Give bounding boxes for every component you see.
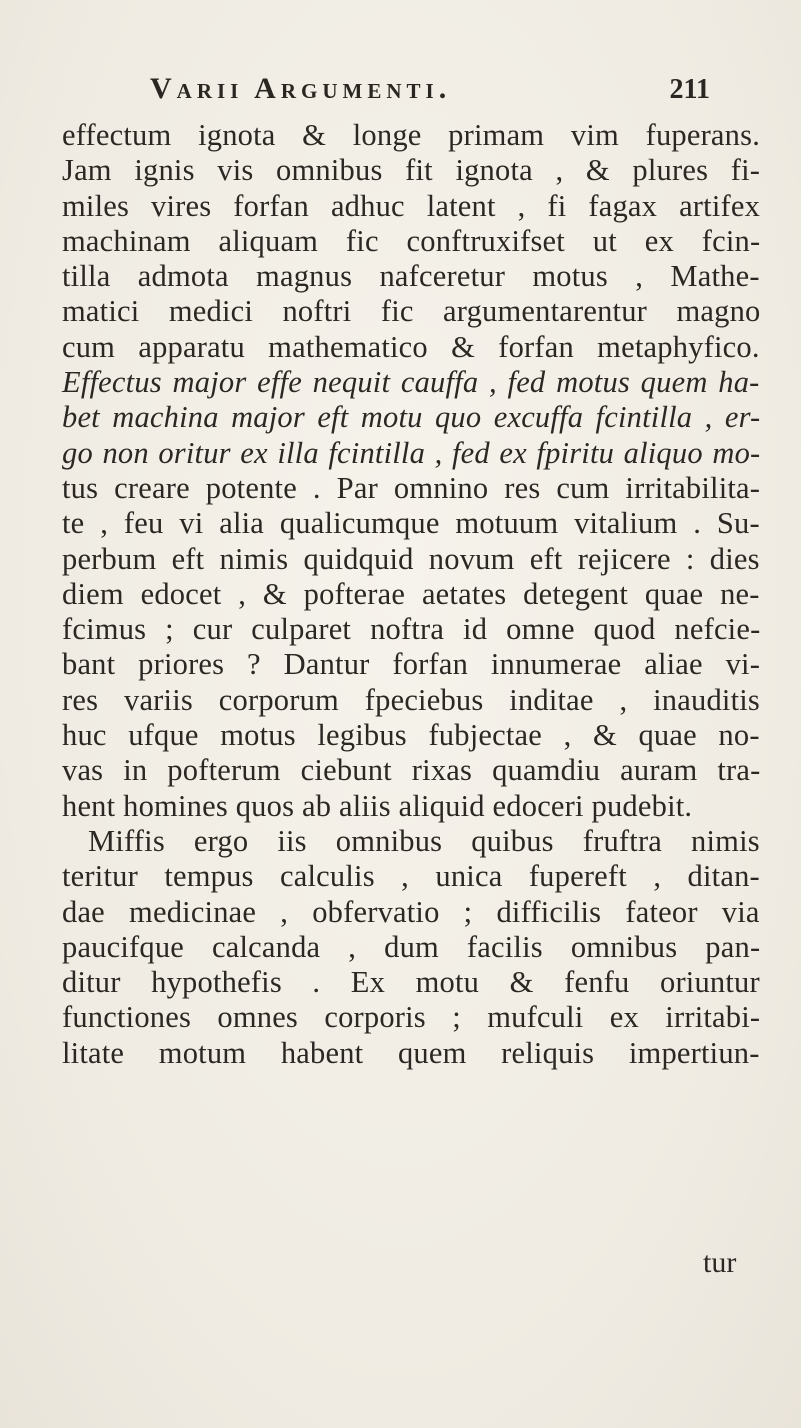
text-line: diem edocet , & pofterae aetates detegent quae ne- [62, 576, 760, 611]
body-text [62, 118, 762, 1071]
text-line: perbum eft nimis quidquid novum eft rejicere : dies [62, 541, 760, 576]
text-line: paucifque calcanda , dum facilis omnibus pan- [62, 929, 761, 964]
text-line: vas in pofterum ciebunt rixas quamdiu auram tra- [62, 753, 761, 788]
text-line: functiones omnes corporis ; mufculi ex irritabi- [62, 1000, 761, 1035]
page-number: 211 [669, 74, 710, 105]
text-line: teritur tempus calculis , unica fupereft , ditan- [62, 859, 760, 894]
text-line: hent homines quos ab aliis aliquid edoceri pudebit. [62, 788, 693, 823]
text-line: bant priores ? Dantur forfan innumerae aliae vi- [62, 647, 761, 682]
page-header [150, 72, 710, 112]
text-line: tilla admota magnus nafceretur motus , Mathe- [62, 259, 760, 294]
text-line: matici medici noftri fic argumentarentur magno [62, 294, 761, 329]
text-line: bet machina major eft motu quo excuffa fcintilla , er- [62, 400, 761, 435]
text-line: fcimus ; cur culparet noftra id omne quod nefcie- [62, 612, 761, 647]
text-line: Miffis ergo iis omnibus quibus fruftra nimis [88, 823, 760, 858]
text-line: Jam ignis vis omnibus fit ignota , & plures fi- [62, 153, 761, 188]
text-line: litate motum habent quem reliquis impertiun- [62, 1035, 760, 1070]
running-head: Varii Argumenti. [150, 72, 452, 105]
text-line: effectum ignota & longe primam vim fuperans. [62, 118, 761, 152]
text-line: go non oritur ex illa fcintilla , fed ex fpiritu aliquo mo- [62, 435, 761, 470]
text-line: te , feu vi alia qualicumque motuum vitalium . Su- [62, 506, 760, 541]
text-line: tus creare potente . Par omnino res cum irritabilita- [62, 470, 761, 505]
text-line: Effectus major effe nequit cauffa , fed motus quem ha- [62, 365, 760, 400]
catchword: tur [703, 1246, 737, 1279]
text-line: huc ufque motus legibus fubjectae , & quae no- [62, 718, 760, 753]
text-line: cum apparatu mathematico & forfan metaphyfico. [62, 329, 760, 364]
text-line: miles vires forfan adhuc latent , fi fagax artifex [62, 188, 761, 223]
text-line: res variis corporum fpeciebus inditae , inauditis [62, 682, 760, 717]
text-line: ditur hypothefis . Ex motu & fenfu oriuntur [62, 965, 760, 1000]
text-line: machinam aliquam fic conftruxifset ut ex fcin- [62, 223, 761, 258]
text-line: dae medicinae , obfervatio ; difficilis fateor via [62, 894, 760, 929]
